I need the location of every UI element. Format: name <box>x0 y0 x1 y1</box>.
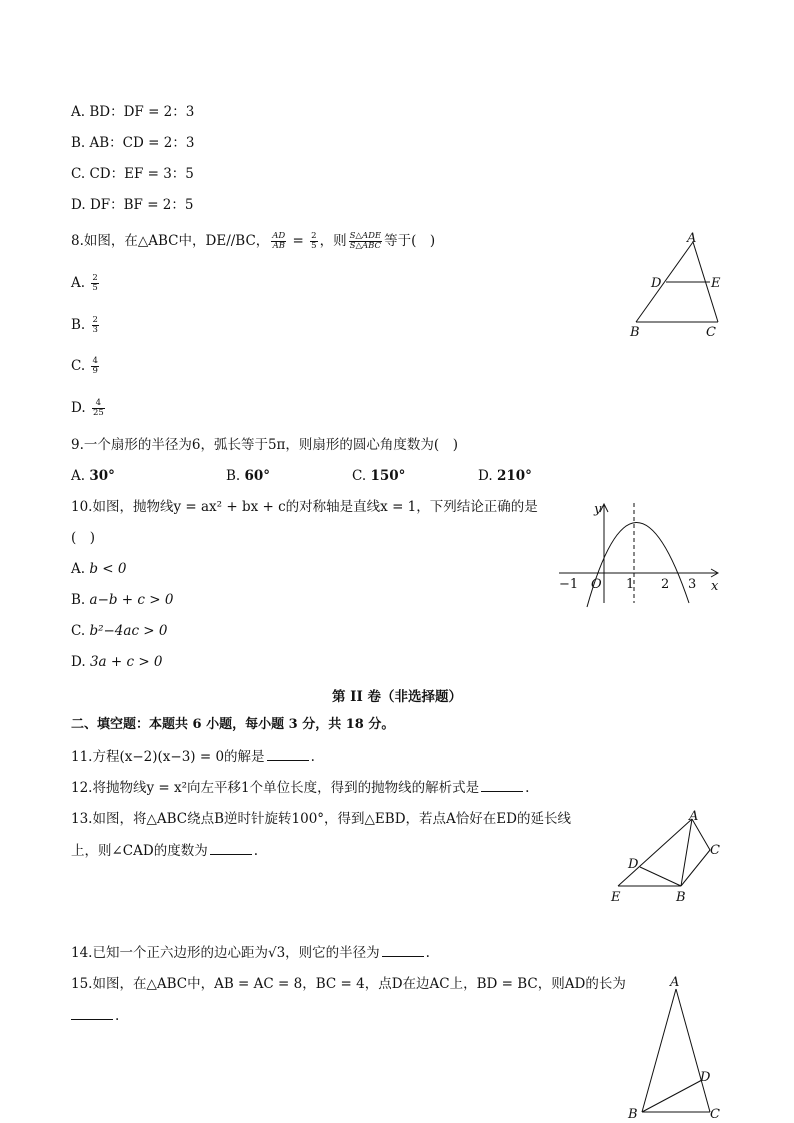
q10-option-d: D. 3a + c > 0 <box>71 654 163 670</box>
q8-option-b: B. $\frac{2}{3}$ <box>71 315 98 335</box>
q7-option-a-text: BD：DF = 2：3 <box>89 104 195 120</box>
section-title: 第 II 卷（非选择题） <box>331 689 463 705</box>
q15-stem-line1: 15.如图，在△ABC中，AB = AC = 8，BC = 4，点D在边AC上，BD = BC，则AD的长为 <box>71 976 626 992</box>
q8-stem: 8.如图，在△ABC中，DE//BC， $\frac{AD}{AB}$ = $\frac{2}{5}$ ，则 $\frac{\text{S△ADE}}{\text{S△ABC}}$ 等于( ) <box>71 231 436 251</box>
q7-option-d-text: DF：BF = 2：5 <box>89 197 194 213</box>
q13-label-e: E <box>611 890 621 905</box>
q7-option-d: D. DF：BF = 2：5 <box>71 197 194 213</box>
q15-label-d: D <box>700 1070 711 1085</box>
q7-option-b-text: AB：CD = 2：3 <box>89 135 195 151</box>
q13-label-d: D <box>628 857 639 872</box>
q10-tick-1: 1 <box>626 577 635 592</box>
q10-tick-neg1: −1 <box>559 577 579 592</box>
part2-heading: 二、填空题：本题共 6 小题，每小题 3 分，共 18 分。 <box>71 717 395 732</box>
q8-option-c: C. $\frac{4}{9}$ <box>71 356 98 376</box>
q8-label-c: C <box>706 325 716 340</box>
q9-stem: 9.一个扇形的半径为6，弧长等于5π，则扇形的圆心角度数为( ) <box>71 437 458 453</box>
q13-label-c: C <box>710 843 720 858</box>
q8-option-a: A. $\frac{2}{5}$ <box>71 273 98 293</box>
q15-label-b: B <box>628 1107 638 1122</box>
q11-stem: 11.方程(x−2)(x−3) = 0的解是 . <box>71 749 315 765</box>
q10-label-origin: O <box>591 577 602 592</box>
q9-option-a: A. 30° <box>71 468 115 484</box>
q7-option-c-text: CD：EF = 3：5 <box>89 166 194 182</box>
q9-option-b: B. 60° <box>226 468 271 484</box>
q7-option-b: B. AB：CD = 2：3 <box>71 135 195 151</box>
answer-blank[interactable] <box>481 779 523 792</box>
q10-label-y: y <box>594 502 602 517</box>
answer-blank[interactable] <box>71 1007 113 1020</box>
q10-parabola-figure <box>555 497 725 607</box>
q13-stem-line2: 上，则∠CAD的度数为 . <box>71 843 259 859</box>
q12-stem: 12.将抛物线y = x²向左平移1个单位长度，得到的抛物线的解析式是 . <box>71 780 530 796</box>
q10-tick-2: 2 <box>661 577 670 592</box>
q13-rotation-figure <box>608 808 728 904</box>
q8-area-fraction: $\frac{\text{S△ADE}}{\text{S△ABC}}$ <box>349 231 382 251</box>
q9-option-c: C. 150° <box>352 468 406 484</box>
q9-option-d: D. 210° <box>478 468 532 484</box>
q8-label-a: A <box>687 231 697 246</box>
answer-blank[interactable] <box>382 944 424 957</box>
q8-label-b: B <box>630 325 640 340</box>
q10-stem-line2: ( ) <box>71 530 96 546</box>
q7-option-c: C. CD：EF = 3：5 <box>71 166 194 182</box>
q14-stem: 14.已知一个正六边形的边心距为√3，则它的半径为 . <box>71 945 430 961</box>
q8-label-e: E <box>711 276 721 291</box>
q8-value-fraction: $\frac{2}{5}$ <box>311 231 317 251</box>
q8-option-d: D. $\frac{4}{25}$ <box>71 398 104 418</box>
q10-tick-3: 3 <box>688 577 697 592</box>
q15-stem-line2: . <box>71 1007 119 1025</box>
q10-stem-line1: 10.如图，抛物线y = ax² + bx + c的对称轴是直线x = 1，下列结论正确的是 <box>71 499 538 515</box>
q7-option-a: A. BD：DF = 2：3 <box>71 104 195 120</box>
q10-option-c: C. b²−4ac > 0 <box>71 623 168 639</box>
answer-blank[interactable] <box>210 842 252 855</box>
q10-option-b: B. a−b + c > 0 <box>71 592 174 608</box>
q15-isosceles-figure <box>622 972 730 1120</box>
q13-label-b: B <box>676 890 686 905</box>
q8-ratio-fraction: $\frac{AD}{AB}$ <box>272 231 286 251</box>
q10-label-x: x <box>711 579 719 594</box>
q13-label-a: A <box>689 809 699 824</box>
answer-blank[interactable] <box>267 748 309 761</box>
q15-label-a: A <box>670 975 680 990</box>
q8-label-d: D <box>651 276 662 291</box>
q8-triangle-figure <box>620 228 730 340</box>
q10-option-a: A. b < 0 <box>71 561 127 577</box>
q13-stem-line1: 13.如图，将△ABC绕点B逆时针旋转100°，得到△EBD，若点A恰好在ED的延长线 <box>71 811 571 827</box>
q15-label-c: C <box>710 1107 720 1122</box>
